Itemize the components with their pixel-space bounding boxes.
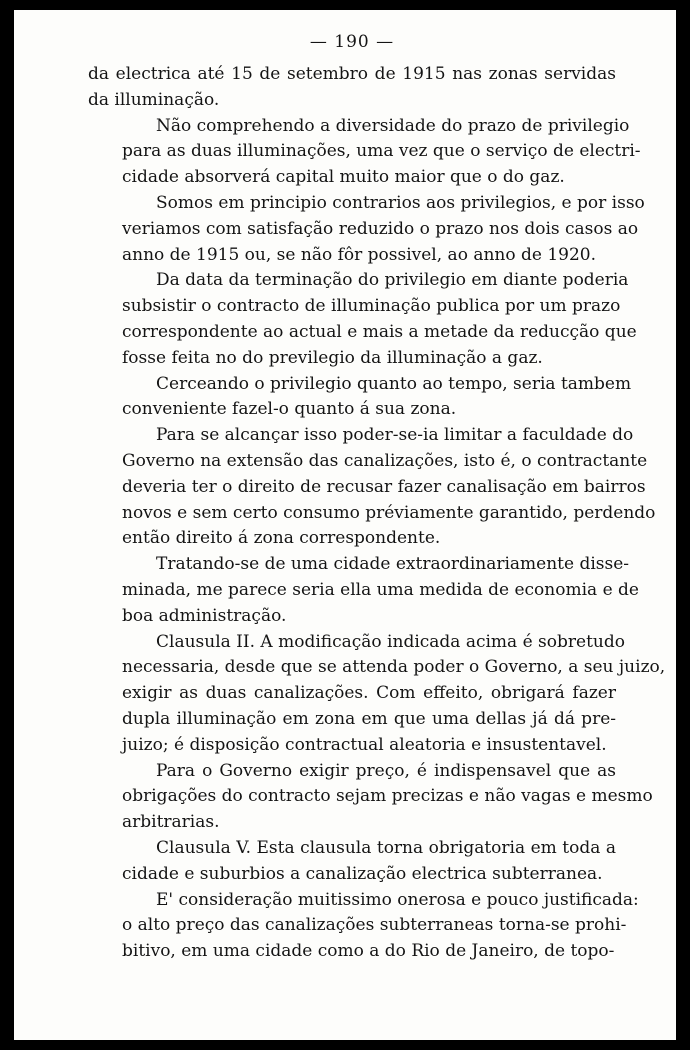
paragraph	[88, 552, 639, 629]
text-line: Tratando-se de uma cidade extraordinariamente disse-	[156, 554, 630, 575]
page-number: — 190 —	[309, 32, 395, 52]
body-text	[88, 62, 666, 965]
text-line: Não comprehendo a diversidade do prazo de privilegio	[156, 115, 630, 136]
text-line: necessaria, desde que se attenda poder o Governo, a seu juizo,	[122, 657, 666, 678]
text-line: conveniente fazel-o quanto á sua zona.	[122, 399, 457, 420]
paragraph	[88, 836, 616, 888]
text-line: Para se alcançar isso poder-se-ia limitar a faculdade do	[156, 425, 634, 446]
text-line: veriamos com satisfação reduzido o prazo nos dois casos ao	[122, 218, 639, 239]
text-line: cidade absorverá capital muito maior que o do gaz.	[122, 167, 565, 188]
text-line: o alto preço das canalizações subterraneas torna-se prohi-	[122, 915, 627, 936]
text-line: para as duas illuminações, uma vez que o serviço de electri-	[122, 141, 641, 162]
text-line: subsistir o contracto de illuminação publica por um prazo	[122, 296, 621, 317]
paragraph	[88, 630, 666, 759]
paragraph	[88, 759, 653, 836]
text-line: novos e sem certo consumo préviamente garantido, perdendo	[122, 502, 656, 523]
text-line: fosse feita no do previlegio da illuminação a gaz.	[122, 347, 543, 368]
text-line: anno de 1915 ou, se não fôr possivel, ao anno de 1920.	[122, 244, 597, 265]
paragraph	[88, 114, 641, 191]
text-line: Somos em principio contrarios aos privilegios, e por isso	[156, 192, 645, 213]
paragraph	[88, 268, 637, 371]
text-line: da illuminação.	[88, 89, 220, 110]
text-line: exigir as duas canalizações. Com effeito, obrigará fazer	[122, 683, 616, 704]
text-line: minada, me parece seria ella uma medida de economia e de	[122, 579, 639, 600]
text-line: da electrica até 15 de setembro de 1915 nas zonas servidas	[88, 64, 616, 84]
paragraph	[88, 62, 616, 114]
text-line: correspondente ao actual e mais a metade da reducção que	[122, 321, 637, 342]
text-line: Cerceando o privilegio quanto ao tempo, seria tambem	[156, 373, 632, 394]
text-line: juizo; é disposição contractual aleatoria e insustentavel.	[122, 734, 607, 755]
text-line: Clausula V. Esta clausula torna obrigatoria em toda a	[156, 837, 616, 858]
text-line: deveria ter o direito de recusar fazer canalisação em bairros	[122, 476, 646, 497]
text-line: arbitrarias.	[122, 812, 220, 833]
paragraph	[88, 423, 656, 552]
paragraph	[88, 372, 632, 424]
text-line: bitivo, em uma cidade como a do Rio de Janeiro, de topo-	[122, 941, 615, 962]
text-line: Para o Governo exigir preço, é indispensavel que as	[156, 760, 616, 781]
text-line: boa administração.	[122, 605, 287, 626]
text-line: E' consideração muitissimo onerosa e pouco justificada:	[156, 889, 639, 910]
text-line: cidade e suburbios a canalização electrica subterranea.	[122, 863, 603, 884]
text-line: obrigações do contracto sejam precizas e não vagas e mesmo	[122, 786, 653, 807]
text-line: dupla illuminação em zona em que uma dellas já dá pre-	[122, 708, 616, 729]
book-page	[14, 10, 676, 1040]
paragraph	[88, 191, 645, 268]
paragraph	[88, 888, 639, 965]
text-line: Da data da terminação do privilegio em diante poderia	[156, 270, 629, 291]
text-line: Governo na extensão das canalizações, isto é, o contractante	[122, 450, 648, 471]
text-line: Clausula II. A modificação indicada acima é sobretudo	[156, 631, 625, 652]
text-line: então direito á zona correspondente.	[122, 528, 441, 549]
